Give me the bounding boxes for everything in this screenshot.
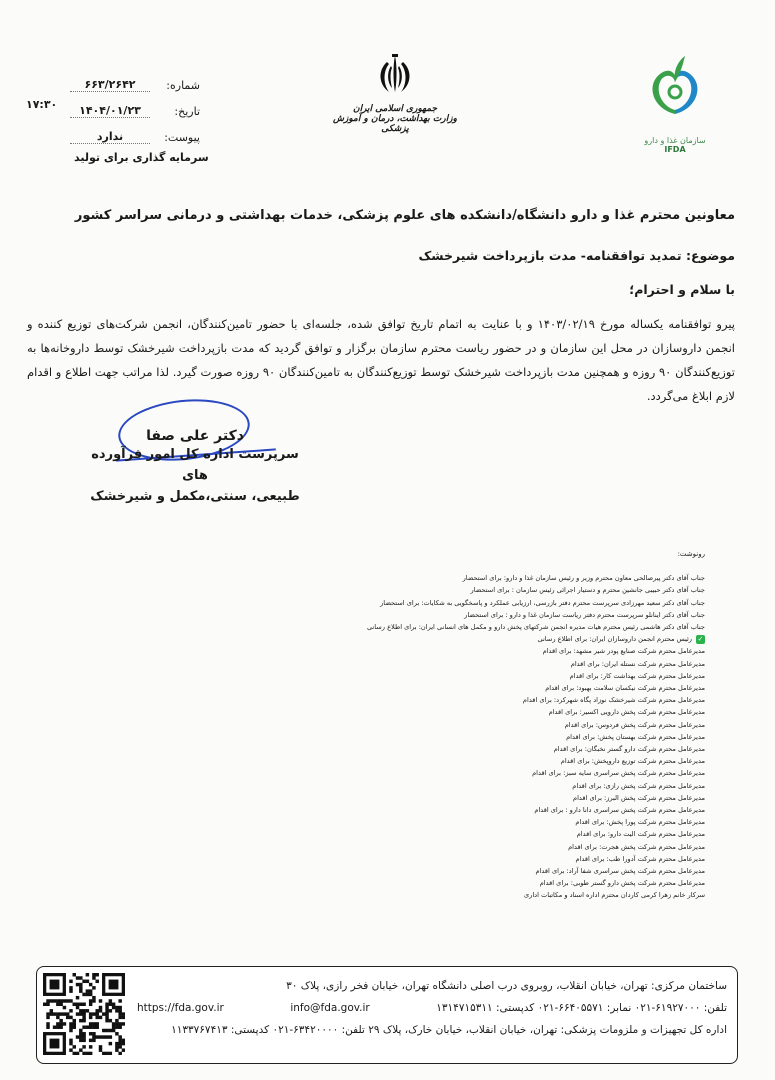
signer-title-2: طبیعی، سنتی،مکمل و شیرخشک [90,489,300,504]
cc-item-text: سرکار خانم زهرا کرمی کاردان محترم اداره اسناد و مکاتبات اداری [523,891,705,900]
ministry-emblem [330,52,460,134]
iran-emblem-icon [372,52,418,98]
letter-meta [20,72,200,150]
cc-item-text: مدیرعامل محترم شرکت شیرخشک نوزاد پگاه شهرکرد: برای اقدام [522,696,705,705]
attachment-label: پیوست: [164,130,200,144]
footer-text [137,975,727,1041]
footer-address-equipment: اداره کل تجهیزات و ملزومات پزشکی: تهران، خیابان انقلاب، خیابان خارک، پلاک ۲۹ تلفن: ۶۳۴۲۰۰۰۰-۰۲۱ کدپستی: ۱۱۳۳۷۶۷۴۱۳ [171,1024,727,1036]
cc-item [245,670,705,682]
cc-item [245,572,705,584]
cc-item [245,816,705,828]
cc-items [245,572,705,901]
cc-item-text: مدیرعامل محترم شرکت پخش دارویی اکسیر: برای اقدام [548,708,705,717]
cc-item [245,877,705,889]
cc-item-text: مدیرعامل محترم شرکت نستله ایران: برای اقدام [570,659,705,668]
letter-body: پیرو توافقنامه یکساله مورخ ۱۴۰۳/۰۲/۱۹ و با عنایت به اتمام تاریخ توافق شده، جلسه‌ای با حضور تامین‌کنندگان، انجمن شرکت‌های توزیع کننده و انجمن داروسازان در محل این سازمان و در حضور ریاست محترم سازمان برگزار و توافق گردید که مدت بازپرداخت شیرخشک توسط داروخانه‌ها به توزیع‌کنندگان ۹۰ روزه و همچنین مدت بازپرداخت شیرخشک توسط توزیع‌کنندگان به تامین‌کنندگان ۹۰ روزه صورت گیرد. لذا مراتب جهت اطلاع و اقدام لازم ابلاغ می‌گردد. [27,317,735,403]
cc-item-text: مدیرعامل محترم شرکت الیت دارو: برای اقدام [576,830,705,839]
footer-address-central: ساختمان مرکزی: تهران، خیابان انقلاب، روبروی درب اصلی دانشگاه تهران، خیابان فخر رازی، پلاک ۳۰ [286,980,727,992]
letter-date: ۱۴۰۴/۰۱/۲۳ [70,104,150,118]
cc-item [245,706,705,718]
check-icon: ✓ [697,634,704,643]
cc-item-text: جناب آقای دکتر سعید مهرزادی سرپرست محترم دفتر بازرسی، ارزیابی عملکرد و پاسخگویی به شکایات: برای استحضار [380,598,705,607]
cc-item [245,719,705,731]
cc-item [245,584,705,596]
footer-email: info@fda.gov.ir [290,1002,370,1014]
cc-item [245,767,705,779]
cc-item [245,889,705,901]
cc-item [245,853,705,865]
cc-item-text: مدیرعامل محترم شرکت پخش هجرت: برای اقدام [568,842,705,851]
number-label: شماره: [166,78,200,92]
cc-item [245,645,705,657]
cc-item [245,621,705,633]
ifda-caption: سازمان غذا و دارو [644,136,706,145]
qr-code-icon [43,973,125,1055]
cc-item [245,865,705,877]
cc-item-text: مدیرعامل محترم شرکت صنایع پودر شیر مشهد: برای اقدام [542,647,705,656]
cc-item-text: مدیرعامل محترم شرکت بهداشت کار: برای اقدام [569,671,705,680]
cc-item [245,731,705,743]
signer-name: دکتر علی صفا [146,428,244,444]
emblem-ministry: وزارت بهداشت، درمان و آموزش پزشکی [333,114,457,134]
cc-item-text: جناب آقای دکتر حبیبی جانشین محترم و دستیار اجرائی رئیس سازمان : برای استحضار [470,586,705,595]
footer-contacts [137,997,727,1019]
letter-greeting: با سلام و احترام؛ [629,282,735,297]
cc-item [245,841,705,853]
ifda-logo-icon [637,52,713,132]
cc-item [245,609,705,621]
letter-number: ۶۶۳/۲۶۴۲ [70,78,150,92]
attachment-value: ندارد [70,130,150,144]
cc-item-text: جناب آقای دکتر پیرصالحی معاون محترم وزیر و رئیس سازمان غذا و دارو: برای استحضار [462,574,705,583]
cc-item [245,597,705,609]
cc-item [245,743,705,755]
cc-list [245,548,705,902]
cc-item [245,792,705,804]
cc-item [245,780,705,792]
cc-item-text: رئیس محترم انجمن داروسازان ایران: برای اطلاع رسانی [537,635,692,644]
cc-item [245,658,705,670]
cc-item [245,682,705,694]
cc-item-text: مدیرعامل محترم شرکت بهستان پخش: برای اقدام [566,732,705,741]
cc-item-text: مدیرعامل محترم شرکت پخش رازی: برای اقدام [572,781,705,790]
cc-item-text: مدیرعامل محترم شرکت پخش سراسری شفا آراد: برای اقدام [535,867,705,876]
ifda-logo [630,52,720,154]
cc-item-text: مدیرعامل محترم شرکت پخش دارو گستر طوبی: برای اقدام [539,879,705,888]
cc-item [245,694,705,706]
letter-subject: موضوع: تمدید توافقنامه- مدت بازپرداخت شیرخشک [418,248,735,263]
footer-phones: تلفن: ۶۱۹۲۷۰۰۰-۰۲۱ نمابر: ۶۶۴۰۵۵۷۱-۰۲۱ کدپستی: ۱۳۱۴۷۱۵۳۱۱ [436,1002,727,1014]
cc-item-text: مدیرعامل محترم شرکت توزیع داروپخش: برای اقدام [560,757,705,766]
cc-item-text: مدیرعامل محترم شرکت پخش فردوس: برای اقدام [564,720,705,729]
cc-item [245,633,705,645]
emblem-country: جمهوری اسلامی ایران [352,104,438,114]
cc-item-text: مدیرعامل محترم شرکت پخش البرز: برای اقدام [573,793,705,802]
cc-item-text: مدیرعامل محترم شرکت دارو گستر نخبگان: برای اقدام [553,745,705,754]
cc-item-text: مدیرعامل محترم شرکت نیکسان سلامت بهبود: برای اقدام [545,684,705,693]
date-label: تاریخ: [174,104,200,118]
cc-item-text: مدیرعامل محترم شرکت پخش سراسری سایه سبز: برای اقدام [532,769,705,778]
signer-title-1: سرپرست اداره کل امور فرآورده های [91,447,299,483]
signature-block [90,428,300,507]
letter-time: ۱۷:۳۰ [26,98,58,111]
cc-item-text: جناب آقای دکتر اینانلو سرپرست محترم دفتر ریاست سازمان غذا و دارو : برای استحضار [464,610,705,619]
cc-item [245,804,705,816]
ifda-abbr: IFDA [664,145,686,154]
department-slogan: سرمایه گذاری برای تولید [74,151,209,164]
cc-item-text: مدیرعامل محترم شرکت پخش سراسری دانا دارو : برای اقدام [534,806,705,815]
cc-item-text: مدیرعامل محترم شرکت آدورا طب: برای اقدام [575,854,705,863]
cc-item-text: جناب آقای دکتر هاشمی رئیس محترم هیات مدیره انجمن شرکتهای پخش دارو و مکمل های انسانی ایران: برای اطلاع رسانی [366,623,705,632]
letter-recipient: معاونین محترم غذا و دارو دانشگاه/دانشکده های علوم پزشکی، خدمات بهداشتی و درمانی سراسر کشور [74,208,735,223]
cc-item [245,828,705,840]
cc-item [245,755,705,767]
letter-footer [36,966,738,1064]
footer-website: https://fda.gov.ir [137,1002,224,1014]
cc-item-text: مدیرعامل محترم شرکت پورا پخش: برای اقدام [575,818,705,827]
cc-header: رونوشت: [677,550,705,558]
